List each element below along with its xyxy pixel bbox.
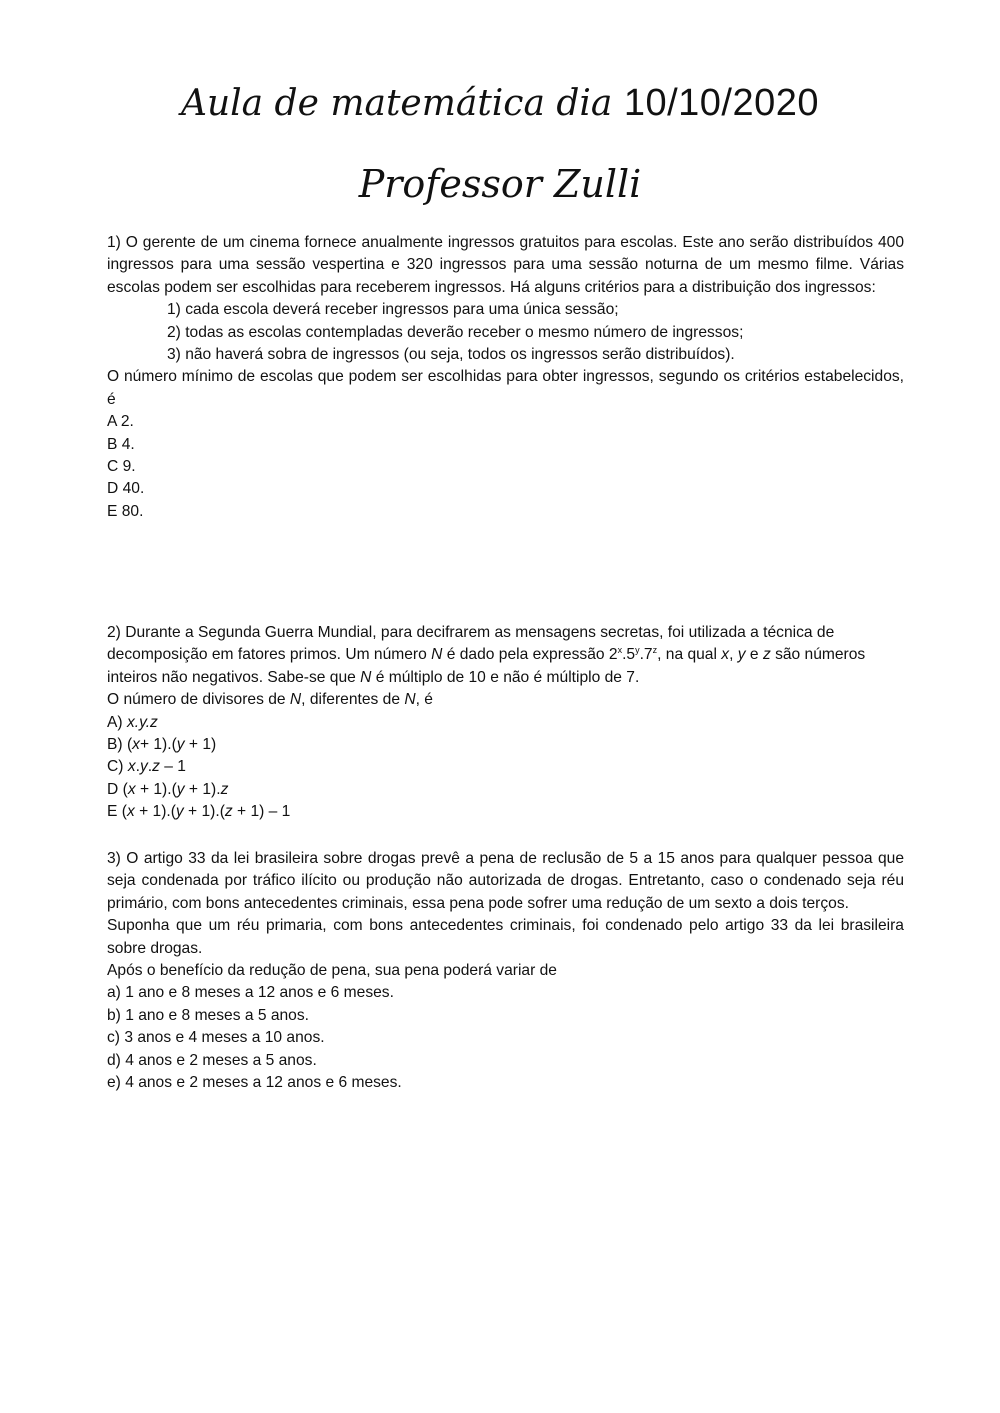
q3-statement: 3) O artigo 33 da lei brasileira sobre drogas prevê a pena de reclusão de 5 a 15 anos para qualquer pessoa que seja condenada por tráfico ilícito ou produção não autorizada de drogas. Entretanto, caso o condenado seja réu primário, com bons antecedentes criminais, essa pena pode sofrer uma redução de um sexto a dois terços. [107, 850, 904, 912]
page-title [0, 82, 1000, 125]
q1-criterion: 1) cada escola deverá receber ingressos para uma única sessão; [167, 301, 619, 319]
q3-option-a: a) 1 ano e 8 meses a 12 anos e 6 meses. [107, 984, 394, 1002]
teacher-name: Professor Zulli [358, 162, 642, 206]
q3-context: Suponha que um réu primaria, com bons antecedentes criminais, foi condenado pelo artigo 33 da lei brasileira sobre drogas. [107, 917, 904, 957]
q1-criterion: 2) todas as escolas contempladas deverão receber o mesmo número de ingressos; [167, 323, 744, 341]
q1-statement: 1) O gerente de um cinema fornece anualmente ingressos gratuitos para escolas. Este ano serão distribuídos 400 ingressos para uma sessão vespertina e 320 ingressos para uma sessão noturna de um mesmo filme. Várias escolas podem ser escolhidas para receberem ingressos. Há alguns critérios para a distribuição dos ingressos: [107, 234, 904, 296]
q1-question: O número mínimo de escolas que podem ser escolhidas para obter ingressos, segundo os critérios estabelecidos, é [107, 368, 904, 408]
title-date: 10/10/2020 [623, 82, 820, 124]
q1-option-e: E 80. [107, 502, 144, 520]
q2-option-e: E (x + 1).(y + 1).(z + 1) – 1 [107, 803, 291, 821]
q3-option-c: c) 3 anos e 4 meses a 10 anos. [107, 1029, 325, 1047]
title-text: Aula de matemática dia [180, 83, 613, 124]
q3-option-d: d) 4 anos e 2 meses a 5 anos. [107, 1051, 317, 1069]
q2-line-2: decomposição em fatores primos. Um número N é dado pela expressão 2$^x$.5$^y$.7$^z$, na qual x, y e z são números [107, 645, 866, 664]
q2-line-4: O número de divisores de N, diferentes de N, é [107, 691, 433, 709]
q2-line-3: inteiros não negativos. Sabe-se que N é múltiplo de 10 e não é múltiplo de 7. [107, 668, 640, 686]
question-3 [107, 848, 904, 1094]
question-1 [107, 232, 904, 523]
q3-option-b: b) 1 ano e 8 meses a 5 anos. [107, 1006, 309, 1024]
q1-option-d: D 40. [107, 480, 145, 498]
q1-option-c: C 9. [107, 458, 136, 476]
q1-option-a: A 2. [107, 413, 134, 431]
q2-line-1: 2) Durante a Segunda Guerra Mundial, para decifrarem as mensagens secretas, foi utilizada a técnica de [107, 624, 835, 641]
q2-option-a: A) x.y.z [107, 713, 158, 731]
q2-option-d: D (x + 1).(y + 1).z [107, 780, 229, 798]
q1-option-b: B 4. [107, 435, 135, 453]
q2-option-c: C) x.y.z – 1 [107, 758, 186, 776]
q3-option-e: e) 4 anos e 2 meses a 12 anos e 6 meses. [107, 1074, 402, 1092]
question-2 [107, 622, 904, 824]
q2-option-b: B) (x+ 1).(y + 1) [107, 736, 217, 754]
q3-question: Após o benefício da redução de pena, sua pena poderá variar de [107, 962, 557, 980]
q1-criterion: 3) não haverá sobra de ingressos (ou seja, todos os ingressos serão distribuídos). [167, 346, 735, 364]
